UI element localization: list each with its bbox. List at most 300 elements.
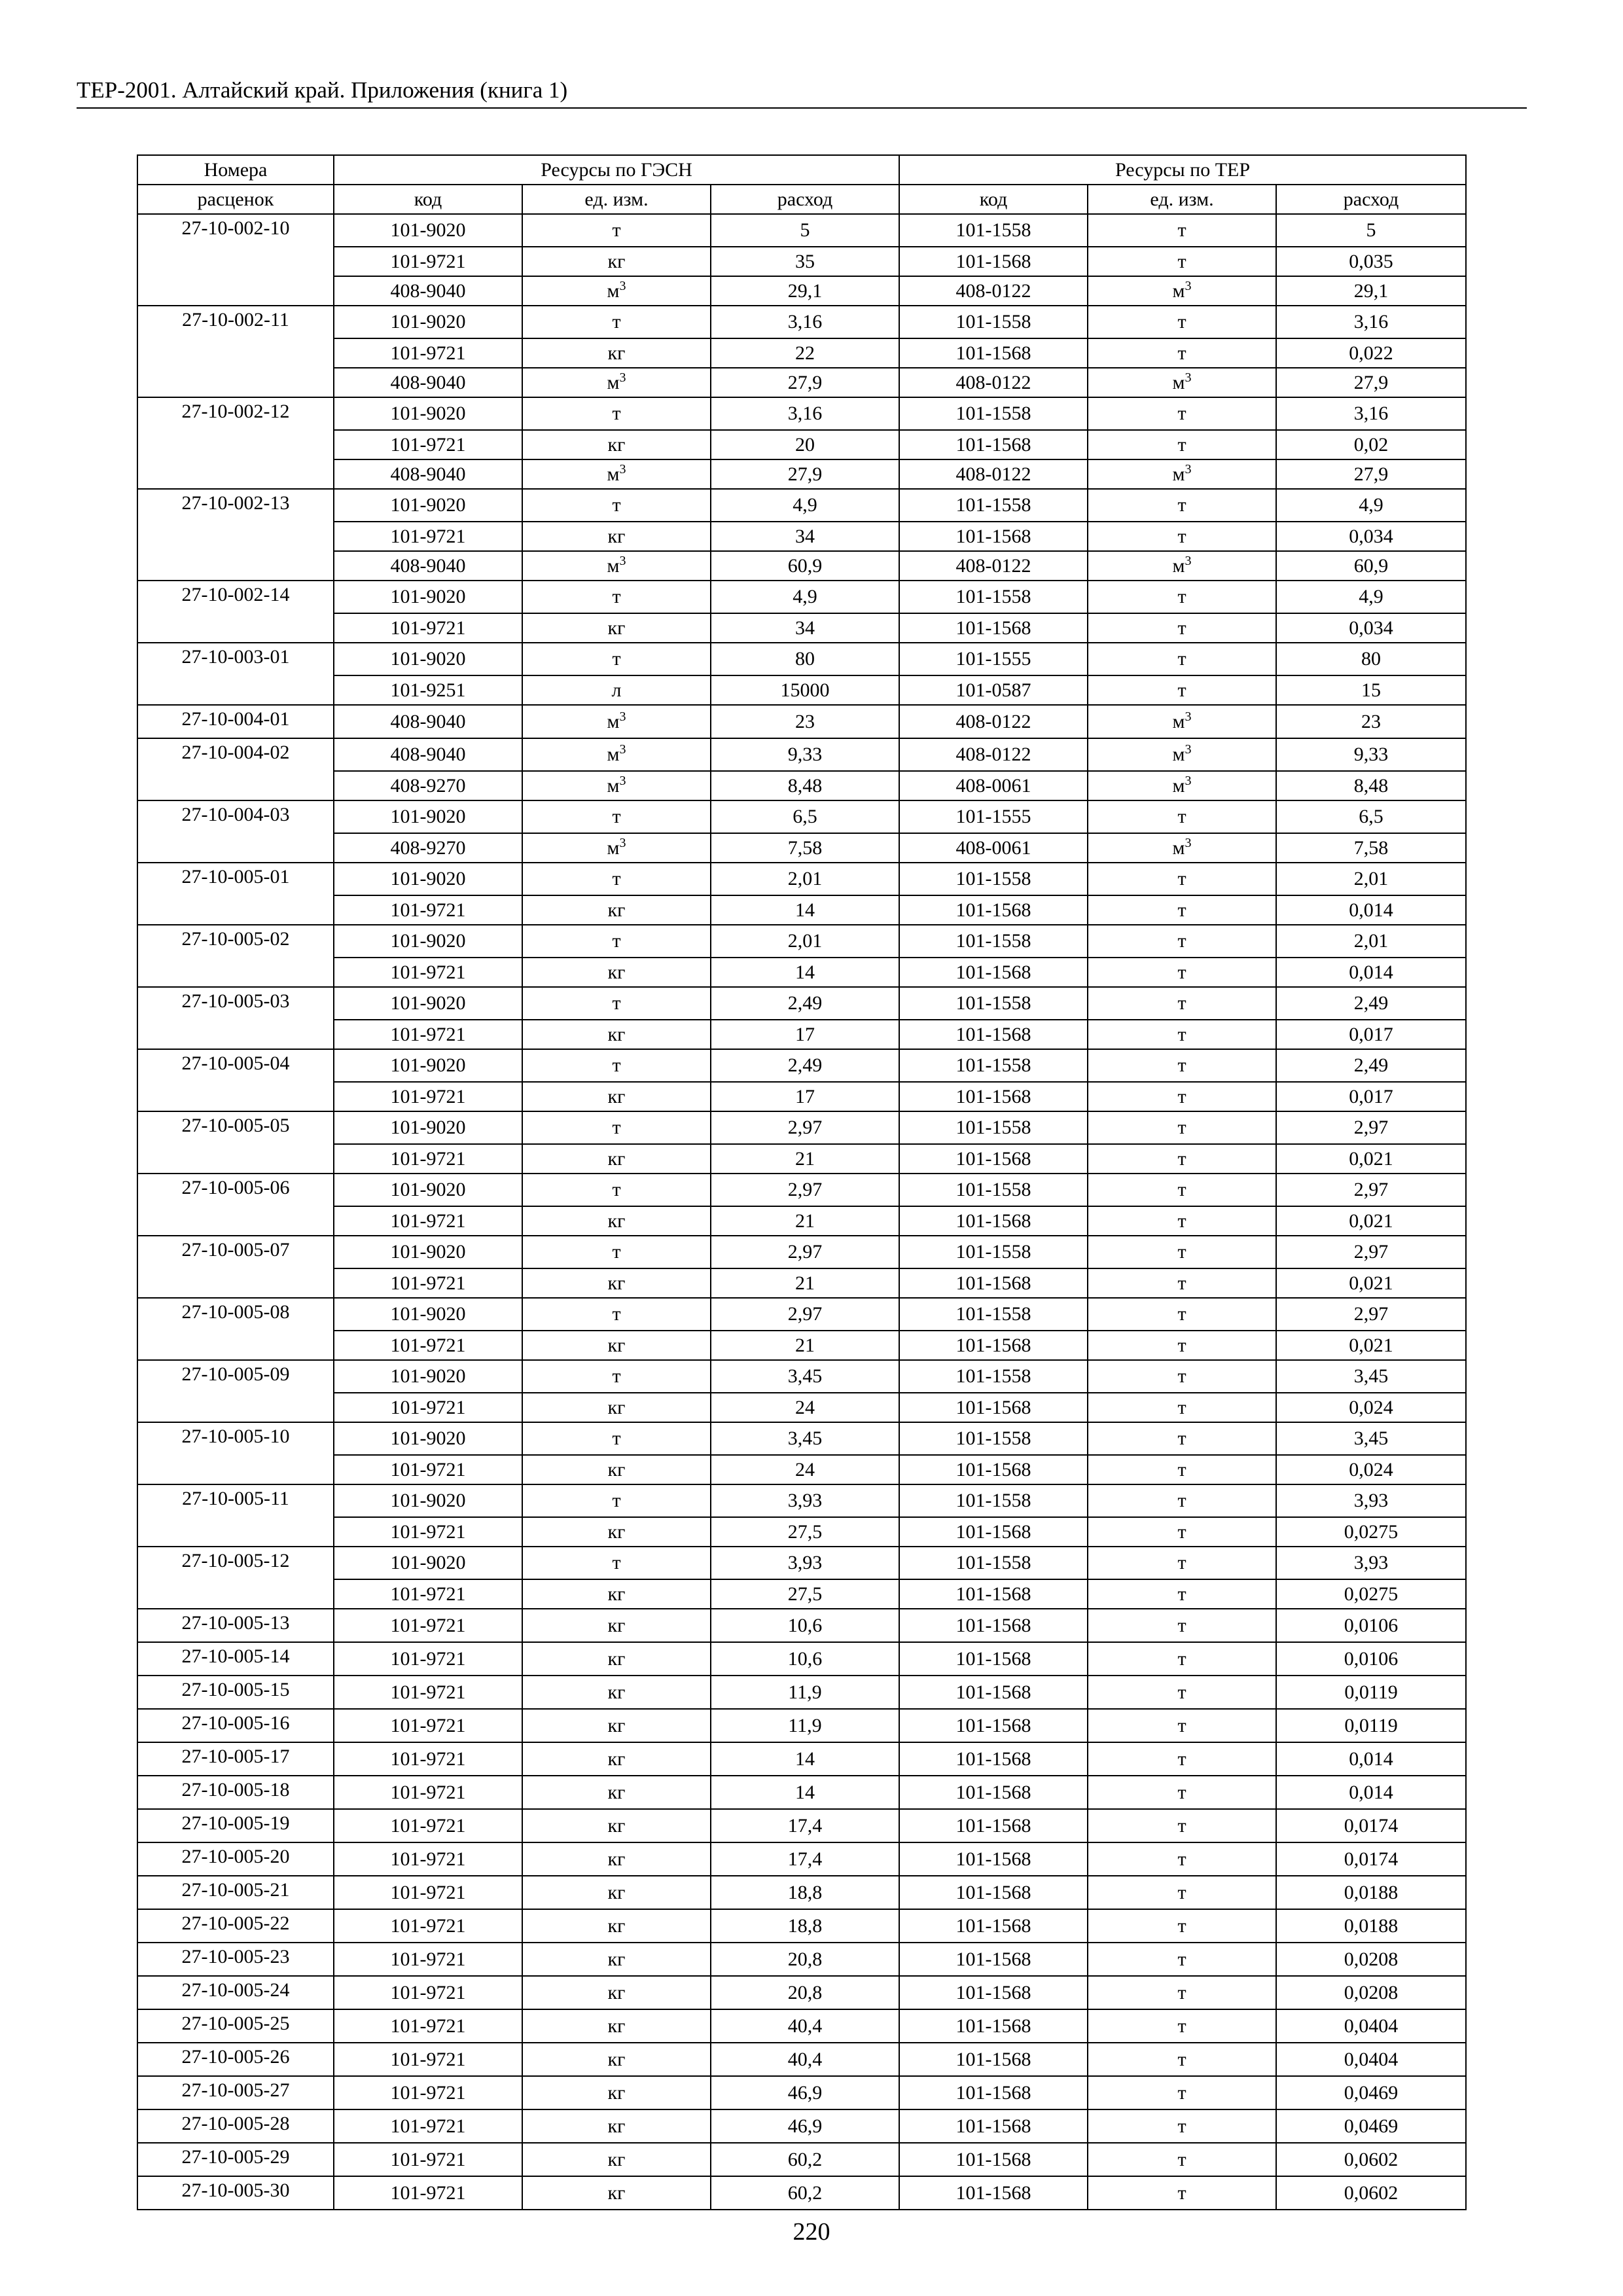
- gesn-unit-cell: кг: [522, 1709, 711, 1742]
- gesn-code-cell: 101-9721: [334, 1909, 522, 1943]
- ter-qty-cell: 7,58: [1276, 833, 1466, 863]
- rate-number-cell: 27-10-005-15: [137, 1676, 334, 1709]
- gesn-unit-cell: т: [522, 489, 711, 522]
- gesn-code-cell: 101-9721: [334, 1709, 522, 1742]
- ter-qty-cell: 0,024: [1276, 1455, 1466, 1484]
- ter-code-cell: 408-0061: [899, 771, 1088, 800]
- table-row: [137, 430, 1466, 459]
- rate-number-continuation: [137, 771, 334, 800]
- table-row: [137, 397, 1466, 430]
- gesn-unit-cell: т: [522, 1360, 711, 1393]
- gesn-qty-cell: 24: [711, 1393, 899, 1422]
- gesn-unit-cell: кг: [522, 1742, 711, 1776]
- gesn-qty-cell: 80: [711, 643, 899, 675]
- gesn-qty-cell: 8,48: [711, 771, 899, 800]
- ter-code-cell: 101-1568: [899, 1976, 1088, 2009]
- gesn-qty-cell: 27,9: [711, 368, 899, 397]
- table-row: [137, 338, 1466, 368]
- ter-code-cell: 101-1558: [899, 1111, 1088, 1144]
- ter-unit-cell: $м^3$: [1088, 705, 1276, 738]
- ter-unit-cell: т: [1088, 987, 1276, 1020]
- resources-table: [137, 154, 1467, 2210]
- ter-qty-cell: 9,33: [1276, 738, 1466, 771]
- ter-qty-cell: 0,034: [1276, 522, 1466, 551]
- gesn-unit-cell: кг: [522, 895, 711, 925]
- gesn-unit-cell: кг: [522, 522, 711, 551]
- gesn-code-cell: 101-9721: [334, 2176, 522, 2210]
- gesn-qty-cell: 3,16: [711, 306, 899, 338]
- ter-code-header: код: [899, 185, 1088, 214]
- gesn-unit-cell: кг: [522, 338, 711, 368]
- gesn-qty-cell: 4,9: [711, 489, 899, 522]
- gesn-code-cell: 101-9721: [334, 1268, 522, 1298]
- gesn-code-cell: 101-9721: [334, 1776, 522, 1809]
- ter-unit-cell: т: [1088, 1236, 1276, 1268]
- gesn-qty-cell: 20: [711, 430, 899, 459]
- gesn-code-cell: 101-9721: [334, 2076, 522, 2109]
- gesn-unit-cell: $м^3$: [522, 368, 711, 397]
- ter-resources-header: Ресурсы по ТЕР: [899, 155, 1466, 185]
- gesn-qty-cell: 6,5: [711, 800, 899, 833]
- ter-code-cell: 101-1568: [899, 958, 1088, 987]
- ter-unit-cell: т: [1088, 643, 1276, 675]
- ter-qty-cell: 0,0602: [1276, 2143, 1466, 2176]
- gesn-unit-cell: л: [522, 675, 711, 705]
- gesn-unit-cell: т: [522, 925, 711, 958]
- gesn-qty-cell: 21: [711, 1268, 899, 1298]
- ter-code-cell: 101-1568: [899, 430, 1088, 459]
- gesn-code-cell: 101-9721: [334, 2043, 522, 2076]
- ter-code-cell: 101-1568: [899, 1943, 1088, 1976]
- ter-unit-cell: т: [1088, 1976, 1276, 2009]
- gesn-unit-cell: кг: [522, 1144, 711, 1174]
- gesn-qty-cell: 3,16: [711, 397, 899, 430]
- ter-code-cell: 101-1568: [899, 1144, 1088, 1174]
- ter-unit-cell: т: [1088, 2176, 1276, 2210]
- rate-number-cell: 27-10-005-30: [137, 2176, 334, 2210]
- rate-number-cell: 27-10-005-21: [137, 1876, 334, 1909]
- rate-number-continuation: [137, 551, 334, 581]
- ter-code-cell: 101-1568: [899, 895, 1088, 925]
- gesn-qty-cell: 9,33: [711, 738, 899, 771]
- table-row: [137, 1943, 1466, 1976]
- ter-qty-cell: 2,01: [1276, 925, 1466, 958]
- gesn-code-cell: 101-9020: [334, 397, 522, 430]
- ter-unit-cell: т: [1088, 800, 1276, 833]
- rate-number-continuation: [137, 675, 334, 705]
- gesn-unit-cell: кг: [522, 1020, 711, 1049]
- ter-unit-cell: т: [1088, 2043, 1276, 2076]
- rate-number-cell: 27-10-004-01: [137, 705, 334, 738]
- gesn-qty-cell: 21: [711, 1206, 899, 1236]
- ter-qty-cell: 6,5: [1276, 800, 1466, 833]
- ter-unit-cell: т: [1088, 1422, 1276, 1455]
- gesn-qty-cell: 10,6: [711, 1609, 899, 1642]
- gesn-code-cell: 101-9721: [334, 1206, 522, 1236]
- ter-unit-cell: т: [1088, 1517, 1276, 1547]
- table-row: [137, 738, 1466, 771]
- table-row: [137, 2109, 1466, 2143]
- gesn-qty-cell: 10,6: [711, 1642, 899, 1676]
- ter-qty-cell: 0,021: [1276, 1331, 1466, 1360]
- gesn-resources-header: Ресурсы по ГЭСН: [334, 155, 899, 185]
- ter-code-cell: 101-1568: [899, 1206, 1088, 1236]
- gesn-code-cell: 101-9721: [334, 1943, 522, 1976]
- ter-code-cell: 101-1558: [899, 925, 1088, 958]
- page-header: ТЕР-2001. Алтайский край. Приложения (книга 1): [77, 73, 1527, 109]
- ter-qty-cell: 3,45: [1276, 1360, 1466, 1393]
- ter-code-cell: 101-1558: [899, 1298, 1088, 1331]
- rate-number-cell: 27-10-002-11: [137, 306, 334, 338]
- gesn-qty-cell: 3,93: [711, 1547, 899, 1579]
- ter-unit-cell: т: [1088, 1049, 1276, 1082]
- gesn-unit-cell: $м^3$: [522, 705, 711, 738]
- gesn-unit-cell: т: [522, 1422, 711, 1455]
- ter-qty-cell: 2,97: [1276, 1111, 1466, 1144]
- gesn-code-cell: 408-9270: [334, 771, 522, 800]
- table-row: [137, 675, 1466, 705]
- rate-number-cell: 27-10-005-02: [137, 925, 334, 958]
- gesn-qty-cell: 2,49: [711, 1049, 899, 1082]
- gesn-code-cell: 101-9721: [334, 958, 522, 987]
- ter-unit-cell: т: [1088, 1842, 1276, 1876]
- gesn-code-cell: 101-9020: [334, 581, 522, 613]
- ter-unit-cell: т: [1088, 1642, 1276, 1676]
- ter-qty-cell: 0,0208: [1276, 1976, 1466, 2009]
- table-row: [137, 1579, 1466, 1609]
- gesn-unit-cell: кг: [522, 2176, 711, 2210]
- ter-qty-cell: 8,48: [1276, 771, 1466, 800]
- ter-qty-cell: 0,017: [1276, 1082, 1466, 1111]
- ter-unit-cell: т: [1088, 1547, 1276, 1579]
- ter-unit-cell: т: [1088, 1268, 1276, 1298]
- gesn-unit-cell: кг: [522, 1268, 711, 1298]
- gesn-qty-cell: 60,9: [711, 551, 899, 581]
- gesn-code-cell: 101-9020: [334, 1111, 522, 1144]
- gesn-code-cell: 101-9721: [334, 1842, 522, 1876]
- table-row: [137, 1236, 1466, 1268]
- ter-unit-cell: т: [1088, 1111, 1276, 1144]
- rate-number-cell: 27-10-005-26: [137, 2043, 334, 2076]
- table-row: [137, 1909, 1466, 1943]
- table-row: [137, 1393, 1466, 1422]
- ter-qty-cell: 15: [1276, 675, 1466, 705]
- ter-unit-cell: т: [1088, 430, 1276, 459]
- gesn-qty-cell: 34: [711, 522, 899, 551]
- ter-code-cell: 101-1568: [899, 1268, 1088, 1298]
- gesn-code-cell: 408-9270: [334, 833, 522, 863]
- rate-number-cell: 27-10-005-11: [137, 1484, 334, 1517]
- gesn-qty-cell: 21: [711, 1331, 899, 1360]
- ter-code-cell: 101-1568: [899, 1742, 1088, 1776]
- gesn-unit-cell: кг: [522, 2009, 711, 2043]
- ter-code-cell: 101-1568: [899, 2143, 1088, 2176]
- ter-qty-cell: 0,014: [1276, 1742, 1466, 1776]
- ter-unit-cell: т: [1088, 1909, 1276, 1943]
- gesn-qty-cell: 14: [711, 1776, 899, 1809]
- ter-qty-cell: 2,49: [1276, 987, 1466, 1020]
- ter-unit-cell: т: [1088, 247, 1276, 276]
- gesn-qty-cell: 29,1: [711, 276, 899, 306]
- ter-code-cell: 101-1558: [899, 863, 1088, 895]
- table-row: [137, 551, 1466, 581]
- gesn-unit-cell: кг: [522, 1776, 711, 1809]
- gesn-code-cell: 101-9020: [334, 489, 522, 522]
- ter-qty-cell: 80: [1276, 643, 1466, 675]
- ter-code-cell: 101-1555: [899, 643, 1088, 675]
- rate-number-continuation: [137, 1455, 334, 1484]
- ter-code-cell: 101-0587: [899, 675, 1088, 705]
- table-row: [137, 833, 1466, 863]
- table-row: [137, 1174, 1466, 1206]
- gesn-code-cell: 101-9721: [334, 1742, 522, 1776]
- table-row: [137, 643, 1466, 675]
- ter-code-cell: 101-1568: [899, 2176, 1088, 2210]
- table-row: [137, 863, 1466, 895]
- table-row: [137, 1976, 1466, 2009]
- gesn-qty-cell: 2,97: [711, 1236, 899, 1268]
- ter-qty-cell: 0,021: [1276, 1144, 1466, 1174]
- ter-qty-cell: 5: [1276, 214, 1466, 247]
- rate-number-continuation: [137, 958, 334, 987]
- table-row: [137, 522, 1466, 551]
- table-row: [137, 368, 1466, 397]
- table-row: [137, 1455, 1466, 1484]
- gesn-code-cell: 101-9020: [334, 643, 522, 675]
- gesn-qty-cell: 17: [711, 1020, 899, 1049]
- rate-number-continuation: [137, 613, 334, 643]
- gesn-code-cell: 408-9040: [334, 551, 522, 581]
- table-row: [137, 2043, 1466, 2076]
- ter-qty-cell: 3,93: [1276, 1547, 1466, 1579]
- gesn-unit-cell: $м^3$: [522, 459, 711, 489]
- ter-unit-cell: т: [1088, 1298, 1276, 1331]
- rate-number-cell: 27-10-005-01: [137, 863, 334, 895]
- gesn-unit-cell: т: [522, 1111, 711, 1144]
- table-row: [137, 459, 1466, 489]
- table-row: [137, 1742, 1466, 1776]
- ter-code-cell: 101-1568: [899, 1579, 1088, 1609]
- ter-code-cell: 101-1568: [899, 1609, 1088, 1642]
- ter-code-cell: 101-1558: [899, 1360, 1088, 1393]
- gesn-qty-cell: 2,97: [711, 1111, 899, 1144]
- gesn-qty-cell: 40,4: [711, 2009, 899, 2043]
- gesn-qty-cell: 14: [711, 1742, 899, 1776]
- rate-number-cell: 27-10-005-19: [137, 1809, 334, 1842]
- gesn-code-cell: 101-9020: [334, 1049, 522, 1082]
- gesn-unit-cell: кг: [522, 1676, 711, 1709]
- gesn-unit-cell: кг: [522, 1455, 711, 1484]
- gesn-qty-cell: 2,97: [711, 1174, 899, 1206]
- ter-unit-cell: т: [1088, 1174, 1276, 1206]
- gesn-qty-cell: 7,58: [711, 833, 899, 863]
- table-row: [137, 1484, 1466, 1517]
- gesn-unit-cell: т: [522, 1298, 711, 1331]
- ter-qty-cell: 0,021: [1276, 1268, 1466, 1298]
- rate-number-cell: 27-10-005-25: [137, 2009, 334, 2043]
- ter-code-cell: 101-1568: [899, 1393, 1088, 1422]
- gesn-unit-cell: т: [522, 800, 711, 833]
- gesn-qty-cell: 3,93: [711, 1484, 899, 1517]
- gesn-unit-cell: т: [522, 306, 711, 338]
- gesn-unit-header: ед. изм.: [522, 185, 711, 214]
- rate-number-cell: 27-10-004-03: [137, 800, 334, 833]
- gesn-qty-cell: 60,2: [711, 2143, 899, 2176]
- ter-qty-cell: 2,49: [1276, 1049, 1466, 1082]
- ter-code-cell: 101-1568: [899, 522, 1088, 551]
- ter-unit-cell: $м^3$: [1088, 276, 1276, 306]
- rate-number-cell: 27-10-005-13: [137, 1609, 334, 1642]
- gesn-code-cell: 101-9721: [334, 1393, 522, 1422]
- gesn-qty-cell: 2,97: [711, 1298, 899, 1331]
- table-row: [137, 1082, 1466, 1111]
- table-row: [137, 1709, 1466, 1742]
- ter-qty-cell: 0,0469: [1276, 2076, 1466, 2109]
- ter-qty-cell: 3,16: [1276, 397, 1466, 430]
- ter-code-cell: 408-0061: [899, 833, 1088, 863]
- ter-qty-cell: 0,034: [1276, 613, 1466, 643]
- table-row: [137, 1547, 1466, 1579]
- gesn-qty-cell: 46,9: [711, 2076, 899, 2109]
- table-row: [137, 1422, 1466, 1455]
- gesn-unit-cell: кг: [522, 430, 711, 459]
- gesn-qty-cell: 14: [711, 958, 899, 987]
- gesn-code-cell: 101-9020: [334, 1484, 522, 1517]
- gesn-qty-cell: 3,45: [711, 1360, 899, 1393]
- ter-unit-cell: т: [1088, 2109, 1276, 2143]
- table-row: [137, 2176, 1466, 2210]
- rate-number-cell: 27-10-002-14: [137, 581, 334, 613]
- ter-unit-header: ед. изм.: [1088, 185, 1276, 214]
- gesn-code-cell: 101-9721: [334, 1020, 522, 1049]
- gesn-code-cell: 101-9721: [334, 430, 522, 459]
- ter-code-cell: 101-1568: [899, 1809, 1088, 1842]
- gesn-code-cell: 101-9721: [334, 1579, 522, 1609]
- gesn-code-cell: 408-9040: [334, 705, 522, 738]
- ter-unit-cell: т: [1088, 1709, 1276, 1742]
- rate-number-cell: 27-10-005-03: [137, 987, 334, 1020]
- rate-number-cell: 27-10-005-14: [137, 1642, 334, 1676]
- gesn-qty-cell: 18,8: [711, 1909, 899, 1943]
- rate-number-cell: 27-10-005-12: [137, 1547, 334, 1579]
- rate-number-cell: 27-10-005-04: [137, 1049, 334, 1082]
- page-number: 220: [793, 2218, 830, 2246]
- ter-qty-cell: 0,0275: [1276, 1517, 1466, 1547]
- rate-number-continuation: [137, 1206, 334, 1236]
- ter-unit-cell: т: [1088, 1331, 1276, 1360]
- gesn-qty-cell: 20,8: [711, 1943, 899, 1976]
- ter-unit-cell: т: [1088, 1876, 1276, 1909]
- ter-qty-cell: 0,0208: [1276, 1943, 1466, 1976]
- ter-code-cell: 101-1568: [899, 1517, 1088, 1547]
- ter-unit-cell: т: [1088, 2143, 1276, 2176]
- table-row: [137, 925, 1466, 958]
- ter-unit-cell: т: [1088, 489, 1276, 522]
- rate-number-cell: 27-10-005-17: [137, 1742, 334, 1776]
- rate-number-continuation: [137, 1579, 334, 1609]
- ter-code-cell: 101-1568: [899, 1709, 1088, 1742]
- gesn-unit-cell: $м^3$: [522, 771, 711, 800]
- ter-code-cell: 408-0122: [899, 368, 1088, 397]
- ter-unit-cell: т: [1088, 675, 1276, 705]
- ter-qty-cell: 0,014: [1276, 1776, 1466, 1809]
- rate-number-cell: 27-10-004-02: [137, 738, 334, 771]
- ter-code-cell: 101-1568: [899, 1082, 1088, 1111]
- rate-number-cell: 27-10-005-07: [137, 1236, 334, 1268]
- gesn-qty-cell: 17,4: [711, 1842, 899, 1876]
- gesn-code-cell: 101-9251: [334, 675, 522, 705]
- gesn-qty-cell: 2,49: [711, 987, 899, 1020]
- ter-qty-cell: 0,0188: [1276, 1876, 1466, 1909]
- gesn-qty-cell: 23: [711, 705, 899, 738]
- gesn-qty-cell: 46,9: [711, 2109, 899, 2143]
- gesn-unit-cell: кг: [522, 1642, 711, 1676]
- rate-number-cell: 27-10-005-18: [137, 1776, 334, 1809]
- ter-unit-cell: т: [1088, 1776, 1276, 1809]
- table-row: [137, 613, 1466, 643]
- table-row: [137, 1809, 1466, 1842]
- ter-qty-cell: 2,97: [1276, 1174, 1466, 1206]
- ter-qty-cell: 0,0404: [1276, 2009, 1466, 2043]
- gesn-qty-cell: 34: [711, 613, 899, 643]
- gesn-qty-cell: 24: [711, 1455, 899, 1484]
- gesn-unit-cell: т: [522, 1049, 711, 1082]
- gesn-unit-cell: $м^3$: [522, 833, 711, 863]
- gesn-code-cell: 101-9721: [334, 2009, 522, 2043]
- table-row: [137, 247, 1466, 276]
- gesn-unit-cell: кг: [522, 1809, 711, 1842]
- ter-code-cell: 408-0122: [899, 551, 1088, 581]
- ter-qty-cell: 2,97: [1276, 1236, 1466, 1268]
- gesn-code-cell: 101-9721: [334, 1517, 522, 1547]
- table-row: [137, 489, 1466, 522]
- gesn-code-cell: 101-9020: [334, 1236, 522, 1268]
- rate-number-continuation: [137, 1331, 334, 1360]
- table-head: [137, 155, 1466, 214]
- table-row: [137, 1876, 1466, 1909]
- table-row: [137, 276, 1466, 306]
- ter-unit-cell: т: [1088, 1809, 1276, 1842]
- table-row: [137, 1111, 1466, 1144]
- table-row: [137, 1642, 1466, 1676]
- ter-unit-cell: т: [1088, 338, 1276, 368]
- rate-number-cell: 27-10-005-10: [137, 1422, 334, 1455]
- rate-number-cell: 27-10-005-08: [137, 1298, 334, 1331]
- gesn-unit-cell: т: [522, 1236, 711, 1268]
- gesn-unit-cell: кг: [522, 1517, 711, 1547]
- ter-unit-cell: $м^3$: [1088, 738, 1276, 771]
- ter-qty-cell: 0,02: [1276, 430, 1466, 459]
- ter-qty-cell: 4,9: [1276, 581, 1466, 613]
- rate-number-cell: 27-10-005-06: [137, 1174, 334, 1206]
- rate-number-cell: 27-10-003-01: [137, 643, 334, 675]
- ter-unit-cell: т: [1088, 522, 1276, 551]
- gesn-code-cell: 101-9020: [334, 1360, 522, 1393]
- gesn-qty-cell: 40,4: [711, 2043, 899, 2076]
- ter-code-cell: 101-1568: [899, 1909, 1088, 1943]
- ter-code-cell: 408-0122: [899, 459, 1088, 489]
- rate-number-continuation: [137, 522, 334, 551]
- ter-unit-cell: т: [1088, 1020, 1276, 1049]
- ter-qty-cell: 0,024: [1276, 1393, 1466, 1422]
- gesn-code-cell: 101-9020: [334, 214, 522, 247]
- gesn-code-cell: 101-9020: [334, 1547, 522, 1579]
- ter-unit-cell: т: [1088, 863, 1276, 895]
- gesn-unit-cell: кг: [522, 2043, 711, 2076]
- ter-qty-cell: 0,014: [1276, 958, 1466, 987]
- ter-qty-cell: 0,0174: [1276, 1809, 1466, 1842]
- ter-qty-cell: 0,021: [1276, 1206, 1466, 1236]
